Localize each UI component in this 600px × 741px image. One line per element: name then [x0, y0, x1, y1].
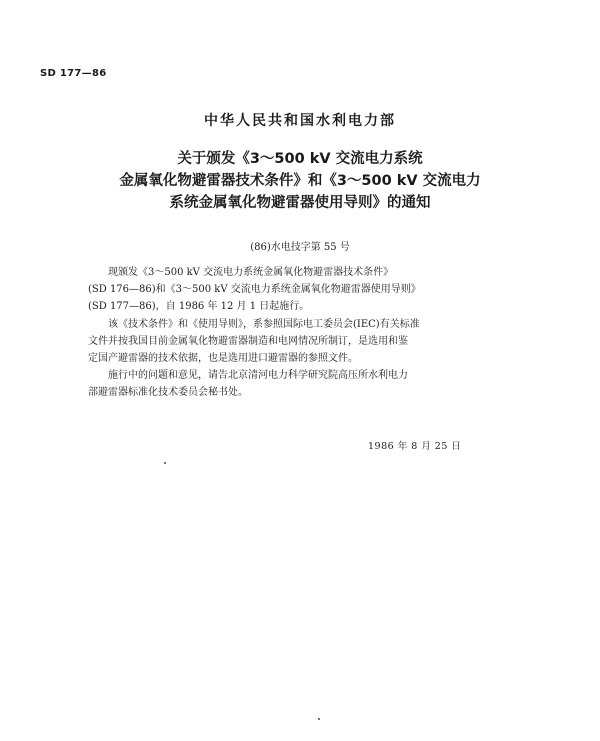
- title-line-2: 金属氧化物避雷器技术条件》和《3～500 kV 交流电力: [119, 173, 481, 189]
- issuing-authority: 中华人民共和国水利电力部: [204, 113, 396, 129]
- scan-speck: [318, 718, 320, 720]
- paragraph-3: [88, 367, 500, 401]
- paragraph-3-line-1: 施行中的问题和意见，请告北京清河电力科学研究院高压所水利电力: [108, 370, 408, 382]
- paragraph-1-line-1: 现颁发《3～500 kV 交流电力系统金属氧化物避雷器技术条件》: [108, 267, 394, 278]
- issue-date: 1986 年 8 月 25 日: [368, 441, 462, 452]
- paragraph-1: [88, 264, 500, 316]
- paragraph-2-line-2: 文件并按我国目前金属氧化物避雷器制造和电网情况所制订，是选用和鉴: [88, 335, 408, 347]
- document-title: [0, 148, 600, 214]
- title-line-3: 系统金属氧化物避雷器使用导则》的通知: [169, 195, 431, 211]
- paragraph-2-line-1: 该《技术条件》和《使用导则》，系参照国际电工委员会(IEC)有关标准: [108, 318, 420, 330]
- scan-speck: [164, 462, 166, 464]
- paragraph-1-line-2: (SD 176—86)和《3～500 kV 交流电力系统金属氧化物避雷器使用导则》: [88, 284, 421, 296]
- document-code: SD 177—86: [40, 68, 107, 79]
- paragraph-3-line-2: 部避雷器标准化技术委员会秘书处。: [88, 387, 248, 399]
- paragraph-1-line-3: (SD 177—86)，自 1986 年 12 月 1 日起施行。: [88, 301, 310, 313]
- document-number: (86)水电技字第 55 号: [250, 242, 350, 253]
- paragraph-2-line-3: 定国产避雷器的技术依据，也是选用进口避雷器的参照文件。: [88, 353, 358, 365]
- title-line-1: 关于颁发《3～500 kV 交流电力系统: [177, 151, 423, 167]
- notice-body: [88, 264, 500, 402]
- paragraph-2: [88, 316, 500, 368]
